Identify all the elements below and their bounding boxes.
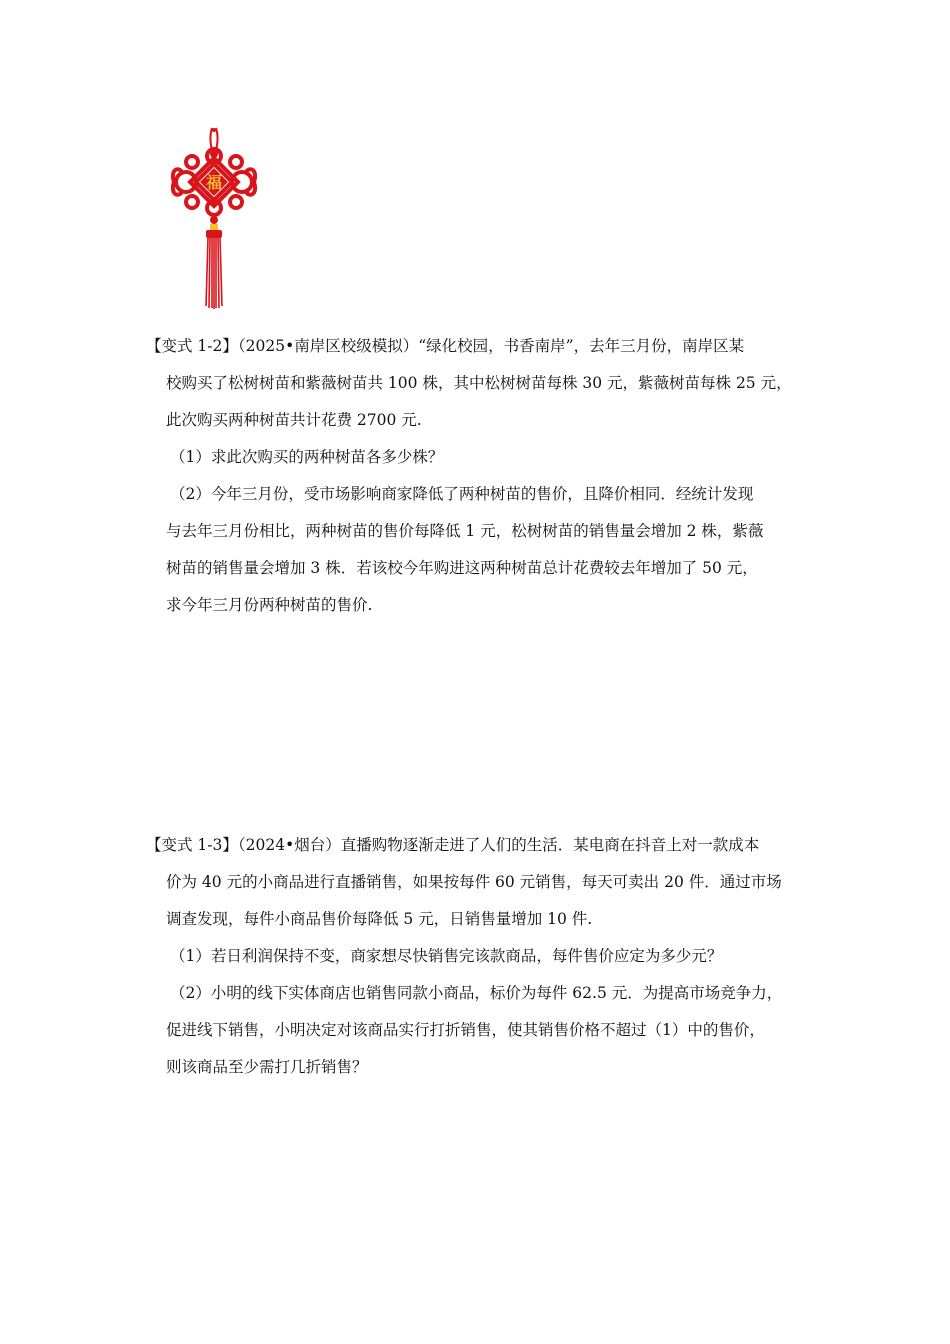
problem-1-2-source: （2025•南岸区校级模拟） <box>237 337 419 355</box>
problem-1-2-text-1: “绿化校园，书香南岸”，去年三月份，南岸区某 <box>418 337 745 355</box>
problem-1-3-question-2-line-3: 则该商品至少需打几折销售？ <box>166 1058 368 1076</box>
problem-1-3-label: 【变式 1-3】 <box>146 836 238 854</box>
problem-1-2-question-2-line-3: 树苗的销售量会增加 3 株．若该校今年购进这两种树苗总计花费较去年增加了 50 元， <box>166 559 758 577</box>
problem-1-2-question-1: （1）求此次购买的两种树苗各多少株？ <box>170 448 444 466</box>
problem-1-3-text-1: 直播购物逐渐走进了人们的生活．某电商在抖音上对一款成本 <box>340 836 760 854</box>
problem-1-2-line-2: 校购买了松树树苗和紫薇树苗共 100 株，其中松树树苗每株 30 元，紫薇树苗每株 25 元， <box>166 374 792 392</box>
problem-1-3-question-1: （1）若日利润保持不变，商家想尽快销售完该款商品，每件售价应定为多少元？ <box>170 947 723 965</box>
problem-1-3-question-2-line-1: （2）小明的线下实体商店也销售同款小商品，标价为每件 62.5 元．为提高市场竞争力， <box>170 984 783 1002</box>
problem-1-2-question-2-line-4: 求今年三月份两种树苗的售价. <box>166 596 373 614</box>
problem-variant-1-3 <box>146 827 826 1086</box>
problem-1-2-label: 【变式 1-2】 <box>146 337 238 355</box>
problem-1-2-question-2-line-1: （2）今年三月份，受市场影响商家降低了两种树苗的售价，且降价相同．经统计发现 <box>170 485 754 503</box>
problem-variant-1-2 <box>146 328 826 624</box>
fu-character: 福 <box>205 173 223 192</box>
chinese-knot-icon <box>166 126 262 310</box>
problem-1-3-question-2-line-2: 促进线下销售，小明决定对该商品实行打折销售，使其销售价格不超过（1）中的售价， <box>166 1021 765 1039</box>
problem-1-3-line-2: 价为 40 元的小商品进行直播销售，如果按每件 60 元销售，每天可卖出 20 件．通过市场 <box>166 873 782 891</box>
problem-1-3-line-3: 调查发现，每件小商品售价每降低 5 元，日销售量增加 10 件. <box>166 910 593 928</box>
problem-1-2-line-1 <box>146 328 826 365</box>
problem-1-3-source: （2024•烟台） <box>237 836 341 854</box>
problem-1-3-line-1 <box>146 827 826 864</box>
problem-1-2-line-3: 此次购买两种树苗共计花费 2700 元. <box>166 411 422 429</box>
problem-1-2-question-2-line-2: 与去年三月份相比，两种树苗的售价每降低 1 元，松树树苗的销售量会增加 2 株，紫薇 <box>166 522 764 540</box>
